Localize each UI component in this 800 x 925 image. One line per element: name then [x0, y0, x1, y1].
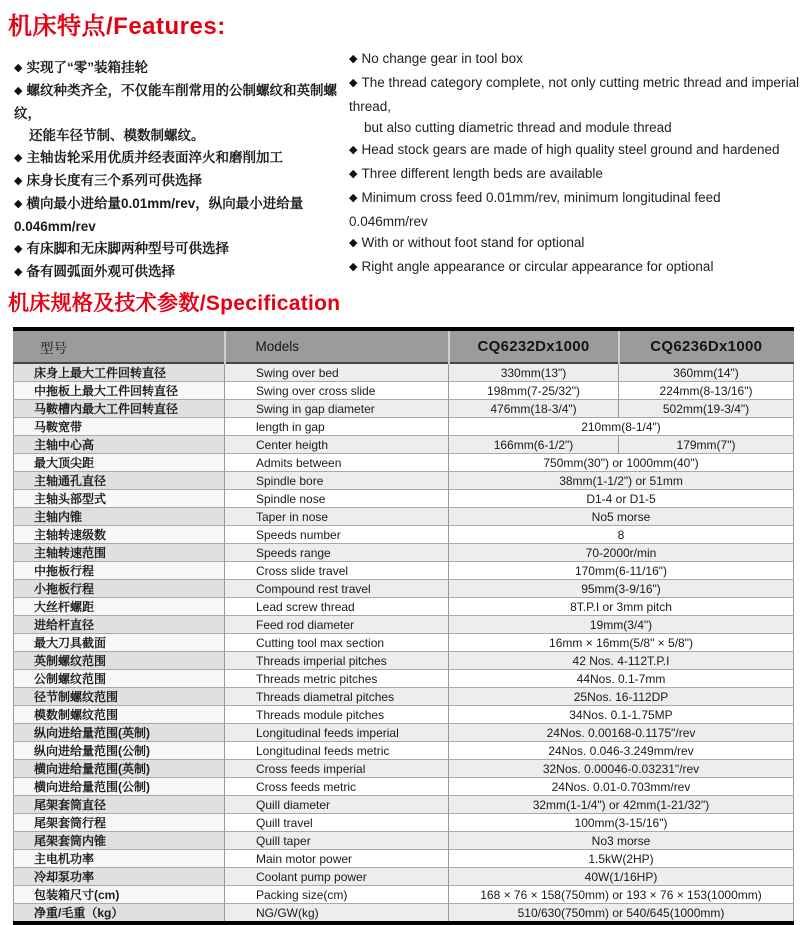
spec-row	[14, 724, 794, 742]
spec-label-cn-cell: 主轴转速范围	[14, 544, 225, 562]
spec-value-cell: 100mm(3-15/16")	[449, 814, 794, 832]
spec-label-cn-cell: 中拖板上最大工件回转直径	[14, 382, 225, 400]
feature-text: 有床脚和无床脚两种型号可供选择	[26, 241, 229, 256]
spec-label-en-cell: Feed rod diameter	[225, 616, 449, 634]
feature-text: 还能车径节制、模数制螺纹。	[29, 128, 205, 143]
feature-item	[14, 147, 355, 170]
spec-label-cn-cell: 横向进给量范围(公制)	[14, 778, 225, 796]
spec-value-cell: No5 morse	[449, 508, 794, 526]
spec-value-cell: D1-4 or D1-5	[449, 490, 794, 508]
spec-row	[14, 544, 794, 562]
spec-value-cell: No3 morse	[449, 832, 794, 850]
spec-header-models-en: Models	[225, 329, 449, 363]
feature-text: 主轴齿轮采用优质并经表面淬火和磨削加工	[26, 150, 283, 165]
spec-label-en-cell: Center heigth	[225, 436, 449, 454]
spec-row	[14, 778, 794, 796]
spec-label-en-cell: Threads imperial pitches	[225, 652, 449, 670]
spec-label-cn-cell: 主轴内锥	[14, 508, 225, 526]
feature-item	[349, 256, 799, 280]
feature-item	[14, 193, 355, 238]
spec-label-en-cell: Main motor power	[225, 850, 449, 868]
spec-value-cell: 476mm(18-3/4")	[449, 400, 619, 418]
spec-row	[14, 580, 794, 598]
spec-label-cn-cell: 床身上最大工件回转直径	[14, 363, 225, 382]
diamond-bullet-icon: ◆	[14, 243, 23, 255]
features-list-english	[349, 48, 799, 280]
diamond-bullet-icon: ◆	[349, 237, 358, 250]
spec-row	[14, 400, 794, 418]
spec-value-cell: 95mm(3-9/16")	[449, 580, 794, 598]
spec-label-cn-cell: 公制螺纹范围	[14, 670, 225, 688]
spec-row	[14, 742, 794, 760]
spec-value-cell: 224mm(8-13/16")	[619, 382, 794, 400]
spec-label-en-cell: Taper in nose	[225, 508, 449, 526]
spec-label-en-cell: Cross slide travel	[225, 562, 449, 580]
feature-text: 横向最小进给量0.01mm/rev，纵向最小进给量0.046mm/rev	[14, 196, 304, 234]
feature-text: With or without foot stand for optional	[361, 235, 585, 251]
spec-label-en-cell: Threads diametral pitches	[225, 688, 449, 706]
spec-row	[14, 598, 794, 616]
spec-value-cell: 25Nos. 16-112DP	[449, 688, 794, 706]
feature-item	[349, 139, 799, 163]
spec-label-en-cell: Lead screw thread	[225, 598, 449, 616]
spec-label-en-cell: Cutting tool max section	[225, 634, 449, 652]
spec-row	[14, 418, 794, 436]
spec-row	[14, 454, 794, 472]
spec-label-en-cell: Speeds range	[225, 544, 449, 562]
spec-value-cell: 38mm(1-1/2") or 51mm	[449, 472, 794, 490]
spec-row	[14, 814, 794, 832]
feature-item	[349, 48, 799, 72]
spec-label-cn-cell: 冷却泵功率	[14, 868, 225, 886]
feature-item	[14, 80, 355, 147]
feature-text: but also cutting diametric thread and module thread	[364, 120, 672, 136]
spec-label-cn-cell: 主电机功率	[14, 850, 225, 868]
spec-label-cn-cell: 马鞍槽内最大工件回转直径	[14, 400, 225, 418]
spec-label-en-cell: Cross feeds imperial	[225, 760, 449, 778]
spec-row	[14, 670, 794, 688]
spec-header-model-2: CQ6236Dx1000	[619, 329, 794, 363]
spec-value-cell: 19mm(3/4")	[449, 616, 794, 634]
spec-row	[14, 688, 794, 706]
spec-label-cn-cell: 径节制螺纹范围	[14, 688, 225, 706]
spec-label-cn-cell: 纵向进给量范围(英制)	[14, 724, 225, 742]
spec-row	[14, 760, 794, 778]
spec-value-cell: 32mm(1-1/4") or 42mm(1-21/32")	[449, 796, 794, 814]
spec-label-en-cell: Longitudinal feeds imperial	[225, 724, 449, 742]
spec-label-cn-cell: 进给杆直径	[14, 616, 225, 634]
features-list-chinese	[14, 57, 358, 284]
spec-label-en-cell: Quill taper	[225, 832, 449, 850]
feature-item	[14, 170, 355, 193]
diamond-bullet-icon: ◆	[349, 167, 358, 180]
spec-label-en-cell: Spindle bore	[225, 472, 449, 490]
spec-row	[14, 436, 794, 454]
spec-value-cell: 70-2000r/min	[449, 544, 794, 562]
feature-text: 螺纹种类齐全，不仅能车削常用的公制螺纹和英制螺纹，	[14, 83, 337, 121]
feature-item	[14, 261, 355, 284]
spec-header-row	[14, 329, 794, 363]
spec-label-en-cell: Speeds number	[225, 526, 449, 544]
spec-header-model-1: CQ6232Dx1000	[449, 329, 619, 363]
spec-label-cn-cell: 中拖板行程	[14, 562, 225, 580]
spec-value-cell: 330mm(13")	[449, 363, 619, 382]
spec-label-cn-cell: 纵向进给量范围(公制)	[14, 742, 225, 760]
spec-value-cell: 32Nos. 0.00046-0.03231"/rev	[449, 760, 794, 778]
spec-row	[14, 796, 794, 814]
spec-value-cell: 170mm(6-11/16")	[449, 562, 794, 580]
spec-label-en-cell: Threads module pitches	[225, 706, 449, 724]
spec-value-cell: 210mm(8-1/4")	[449, 418, 794, 436]
spec-value-cell: 34Nos. 0.1-1.75MP	[449, 706, 794, 724]
spec-row	[14, 850, 794, 868]
spec-row	[14, 616, 794, 634]
spec-label-cn-cell: 小拖板行程	[14, 580, 225, 598]
specification-section-title: 机床规格及技术参数/Specification	[8, 292, 341, 315]
spec-label-cn-cell: 主轴头部型式	[14, 490, 225, 508]
spec-label-en-cell: Compound rest travel	[225, 580, 449, 598]
diamond-bullet-icon: ◆	[14, 175, 23, 187]
spec-value-cell: 1.5kW(2HP)	[449, 850, 794, 868]
spec-row	[14, 832, 794, 850]
spec-row	[14, 363, 794, 382]
spec-label-en-cell: Coolant pump power	[225, 868, 449, 886]
spec-label-cn-cell: 横向进给量范围(英制)	[14, 760, 225, 778]
spec-label-en-cell: Cross feeds metric	[225, 778, 449, 796]
spec-value-cell: 360mm(14")	[619, 363, 794, 382]
spec-label-cn-cell: 最大刀具截面	[14, 634, 225, 652]
spec-row	[14, 382, 794, 400]
spec-value-cell: 510/630(750mm) or 540/645(1000mm)	[449, 904, 794, 924]
spec-value-cell: 40W(1/16HP)	[449, 868, 794, 886]
spec-label-cn-cell: 尾架套筒直径	[14, 796, 225, 814]
feature-item	[349, 187, 799, 233]
spec-label-cn-cell: 主轴中心高	[14, 436, 225, 454]
feature-text: 实现了“零”装箱挂轮	[26, 60, 148, 75]
features-section-title: 机床特点/Features:	[8, 13, 226, 40]
spec-label-cn-cell: 最大顶尖距	[14, 454, 225, 472]
spec-label-en-cell: Admits between	[225, 454, 449, 472]
specification-table	[13, 327, 794, 925]
spec-row	[14, 490, 794, 508]
spec-row	[14, 634, 794, 652]
diamond-bullet-icon: ◆	[14, 152, 23, 164]
spec-value-cell: 44Nos. 0.1-7mm	[449, 670, 794, 688]
feature-text: 备有圆弧面外观可供选择	[26, 264, 175, 279]
spec-label-en-cell: Quill diameter	[225, 796, 449, 814]
spec-value-cell: 8	[449, 526, 794, 544]
spec-row	[14, 886, 794, 904]
spec-row	[14, 868, 794, 886]
spec-value-cell: 24Nos. 0.00168-0.1175"/rev	[449, 724, 794, 742]
spec-label-en-cell: NG/GW(kg)	[225, 904, 449, 924]
spec-label-cn-cell: 尾架套筒内锥	[14, 832, 225, 850]
spec-value-cell: 16mm × 16mm(5/8" × 5/8")	[449, 634, 794, 652]
spec-value-cell: 24Nos. 0.01-0.703mm/rev	[449, 778, 794, 796]
spec-row	[14, 526, 794, 544]
spec-label-cn-cell: 尾架套筒行程	[14, 814, 225, 832]
spec-label-cn-cell: 净重/毛重（kg）	[14, 904, 225, 924]
diamond-bullet-icon: ◆	[349, 53, 358, 65]
spec-value-cell: 166mm(6-1/2")	[449, 436, 619, 454]
spec-label-cn-cell: 模数制螺纹范围	[14, 706, 225, 724]
feature-text: Minimum cross feed 0.01mm/rev, minimum longitudinal feed 0.046mm/rev	[349, 189, 721, 229]
spec-label-en-cell: Longitudinal feeds metric	[225, 742, 449, 760]
diamond-bullet-icon: ◆	[349, 191, 358, 204]
feature-text: Head stock gears are made of high quality steel ground and hardened	[361, 142, 780, 158]
spec-label-cn-cell: 英制螺纹范围	[14, 652, 225, 670]
feature-text: Three different length beds are available	[361, 165, 603, 181]
spec-value-cell: 8T.P.I or 3mm pitch	[449, 598, 794, 616]
spec-label-cn-cell: 大丝杆螺距	[14, 598, 225, 616]
spec-label-cn-cell: 包装箱尺寸(cm)	[14, 886, 225, 904]
spec-value-cell: 502mm(19-3/4")	[619, 400, 794, 418]
spec-label-cn-cell: 主轴通孔直径	[14, 472, 225, 490]
spec-value-cell: 179mm(7")	[619, 436, 794, 454]
spec-row	[14, 904, 794, 924]
spec-value-cell: 24Nos. 0.046-3.249mm/rev	[449, 742, 794, 760]
spec-label-en-cell: Swing over cross slide	[225, 382, 449, 400]
spec-label-cn-cell: 主轴转速级数	[14, 526, 225, 544]
feature-item	[14, 238, 355, 261]
spec-value-cell: 750mm(30") or 1000mm(40")	[449, 454, 794, 472]
spec-row	[14, 508, 794, 526]
spec-label-en-cell: Packing size(cm)	[225, 886, 449, 904]
spec-value-cell: 168 × 76 × 158(750mm) or 193 × 76 × 153(1000mm)	[449, 886, 794, 904]
feature-text: The thread category complete, not only cutting metric thread and imperial thread,	[349, 74, 799, 114]
spec-label-en-cell: Quill travel	[225, 814, 449, 832]
spec-label-en-cell: Threads metric pitches	[225, 670, 449, 688]
spec-label-en-cell: length in gap	[225, 418, 449, 436]
feature-item	[349, 72, 799, 139]
spec-row	[14, 562, 794, 580]
spec-row	[14, 652, 794, 670]
spec-label-en-cell: Swing over bed	[225, 363, 449, 382]
spec-row	[14, 706, 794, 724]
diamond-bullet-icon: ◆	[349, 76, 358, 89]
feature-item	[349, 163, 799, 187]
spec-row	[14, 472, 794, 490]
feature-item	[349, 232, 799, 256]
spec-value-cell: 198mm(7-25/32")	[449, 382, 619, 400]
diamond-bullet-icon: ◆	[349, 261, 358, 274]
feature-text: 床身长度有三个系列可供选择	[26, 173, 202, 188]
diamond-bullet-icon: ◆	[349, 144, 358, 157]
diamond-bullet-icon: ◆	[14, 198, 23, 210]
spec-header-models-cn: 型号	[14, 329, 225, 363]
diamond-bullet-icon: ◆	[14, 62, 23, 74]
spec-label-en-cell: Swing in gap diameter	[225, 400, 449, 418]
feature-text: Right angle appearance or circular appearance for optional	[361, 259, 714, 275]
spec-label-en-cell: Spindle nose	[225, 490, 449, 508]
spec-value-cell: 42 Nos. 4-112T.P.I	[449, 652, 794, 670]
diamond-bullet-icon: ◆	[14, 85, 23, 97]
feature-text: No change gear in tool box	[361, 51, 523, 66]
feature-item	[14, 57, 355, 80]
diamond-bullet-icon: ◆	[14, 266, 23, 278]
spec-label-cn-cell: 马鞍宽带	[14, 418, 225, 436]
